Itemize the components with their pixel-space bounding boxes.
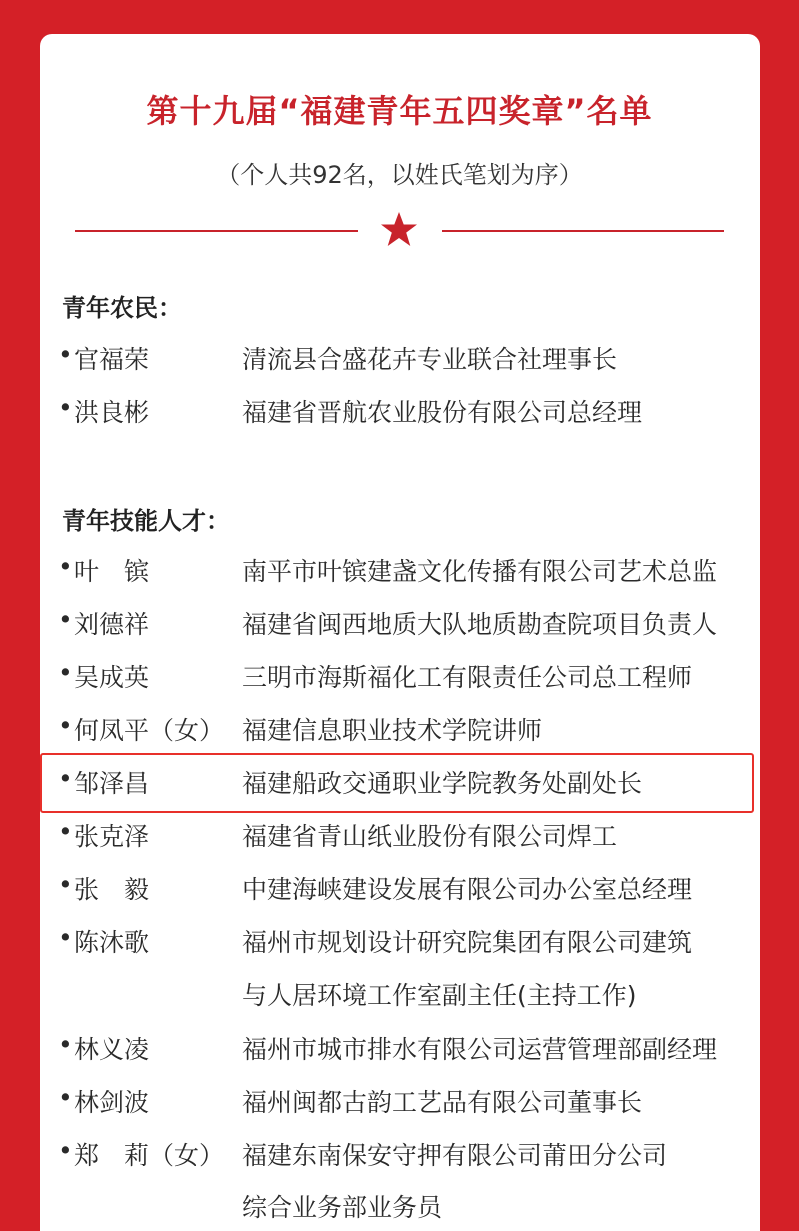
section-title-farmers: 青年农民： (62, 294, 182, 322)
person-name: 吴成英 (74, 663, 150, 692)
person-name: 官福荣 (74, 345, 150, 374)
bullet: • (58, 340, 73, 369)
bullet: • (58, 393, 73, 422)
person-title: 南平市叶镔建盏文化传播有限公司艺术总监 (242, 557, 718, 586)
person-name: 张克泽 (74, 822, 150, 851)
list-item (58, 658, 758, 698)
person-title: 福建省青山纸业股份有限公司焊工 (242, 822, 618, 851)
page-subtitle: （个人共92名，以姓氏笔划为序） (216, 161, 583, 189)
person-title: 三明市海斯福化工有限责任公司总工程师 (242, 663, 693, 692)
bullet: • (58, 817, 73, 846)
person-name: 叶 镔 (74, 557, 150, 586)
person-name: 洪良彬 (74, 398, 150, 427)
list-item (58, 1083, 758, 1123)
list-item (58, 1136, 758, 1176)
person-title: 福建省闽西地质大队地质勘查院项目负责人 (242, 610, 718, 639)
bullet: • (58, 711, 73, 740)
bullet: • (58, 764, 73, 793)
divider-left (75, 230, 358, 232)
person-title: 福州市规划设计研究院集团有限公司建筑 (242, 928, 693, 957)
list-item (58, 340, 758, 380)
list-item (58, 817, 758, 857)
bullet: • (58, 870, 73, 899)
person-name: 林剑波 (74, 1088, 150, 1117)
person-name: 邹泽昌 (74, 769, 150, 798)
bullet: • (58, 1083, 73, 1112)
person-title: 福州市城市排水有限公司运营管理部副经理 (242, 1035, 718, 1064)
bullet: • (58, 552, 73, 581)
bullet: • (58, 1030, 73, 1059)
person-title-continued: 与人居环境工作室副主任(主持工作) (242, 981, 637, 1010)
bullet: • (58, 605, 73, 634)
section-title-skilled: 青年技能人才： (62, 507, 230, 535)
person-title: 福州闽都古韵工艺品有限公司董事长 (242, 1088, 643, 1117)
person-name: 张 毅 (74, 875, 150, 904)
star-icon (379, 210, 419, 250)
person-name: 郑 莉（女） (74, 1141, 225, 1170)
person-title: 清流县合盛花卉专业联合社理事长 (242, 345, 618, 374)
list-item (58, 923, 758, 963)
person-title-continued: 综合业务部业务员 (242, 1193, 443, 1222)
person-title: 福建省晋航农业股份有限公司总经理 (242, 398, 643, 427)
person-name: 何凤平（女） (74, 716, 225, 745)
page-title: 第十九届“福建青年五四奖章”名单 (146, 92, 653, 130)
bullet: • (58, 1136, 73, 1165)
bullet: • (58, 923, 73, 952)
list-item (58, 711, 758, 751)
person-title: 福建东南保安守押有限公司莆田分公司 (242, 1141, 668, 1170)
person-title: 中建海峡建设发展有限公司办公室总经理 (242, 875, 693, 904)
divider-right (442, 230, 724, 232)
person-title: 福建信息职业技术学院讲师 (242, 716, 543, 745)
list-item-highlighted (58, 764, 758, 804)
list-item (58, 1030, 758, 1070)
person-name: 林义凌 (74, 1035, 150, 1064)
list-item (58, 870, 758, 910)
person-title: 福建船政交通职业学院教务处副处长 (242, 769, 643, 798)
person-name: 刘德祥 (74, 610, 150, 639)
bullet: • (58, 658, 73, 687)
list-item (58, 605, 758, 645)
person-name: 陈沐歌 (74, 928, 150, 957)
list-item (58, 552, 758, 592)
list-item (58, 393, 758, 433)
